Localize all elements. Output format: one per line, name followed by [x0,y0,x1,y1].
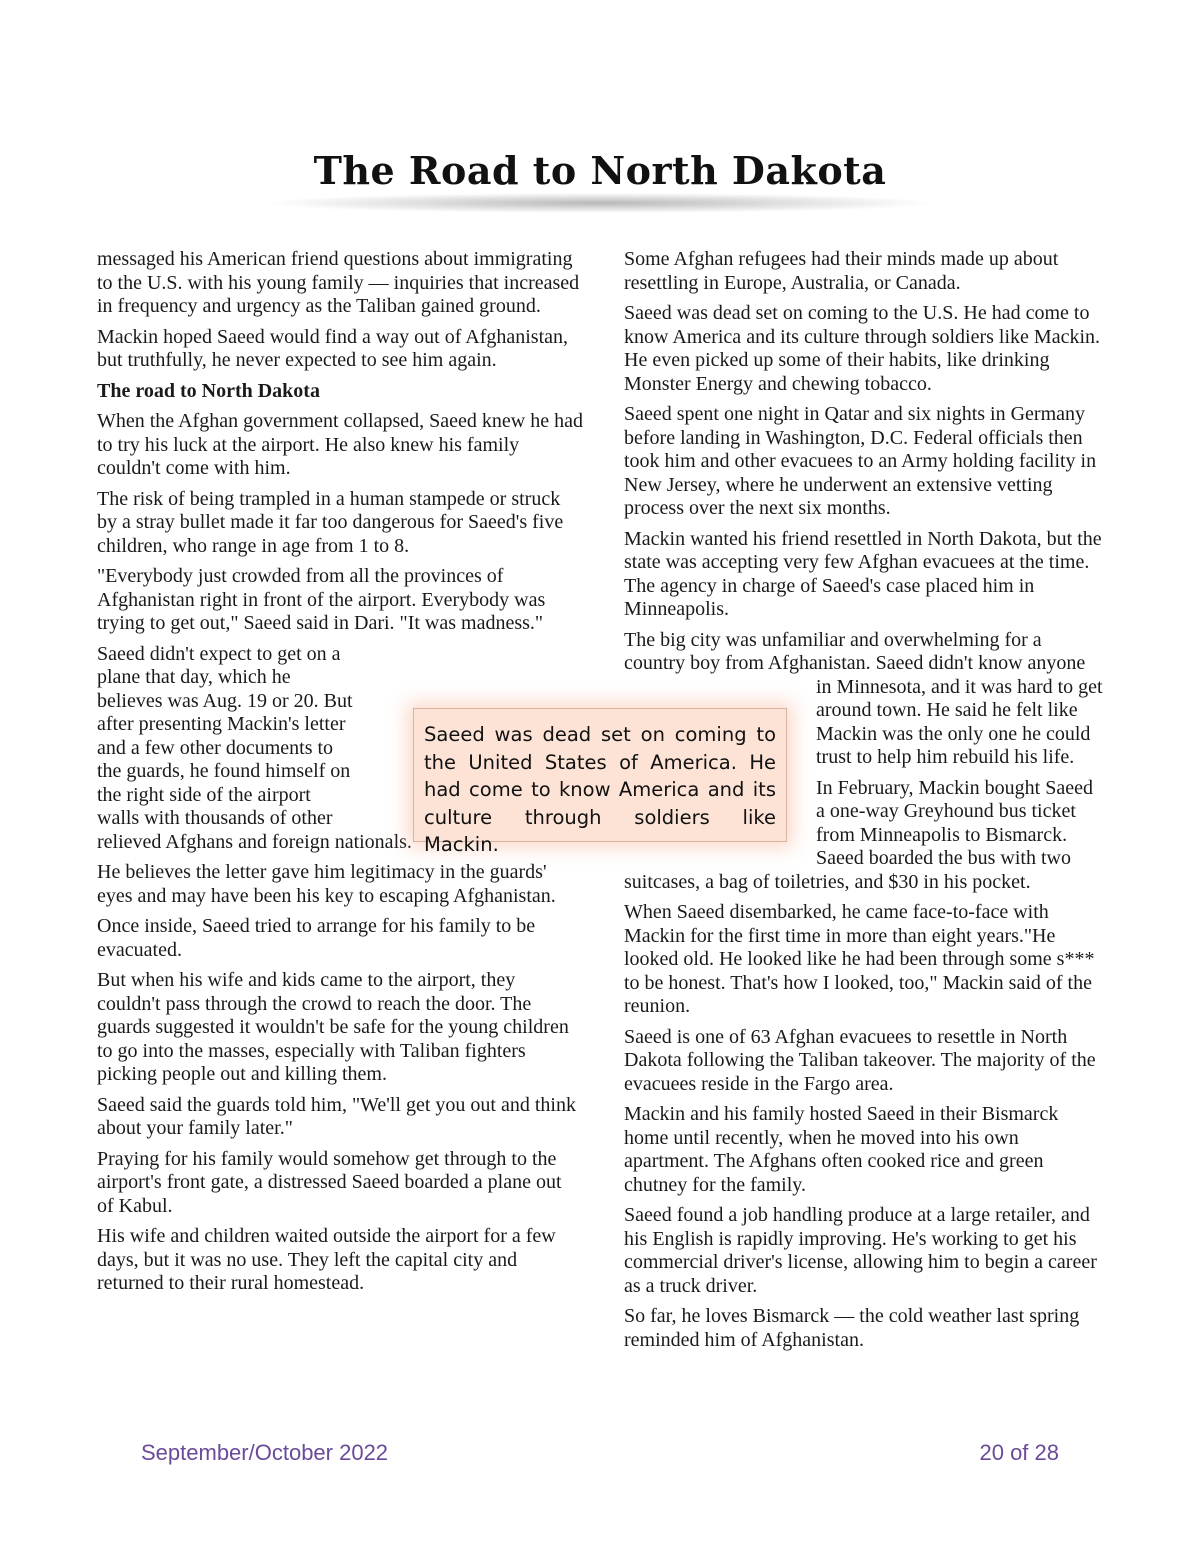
paragraph-text: The big city was unfamiliar and overwhelming for a country boy from Afghanistan. Saeed didn't know anyone in Minnesota, and it was hard to get around town. He said he felt like Mackin was the only one he could trust to help him rebuild his life. [624,628,1103,768]
paragraph: Saeed said the guards told him, "We'll get you out and think about your family later." [97,1093,576,1139]
paragraph: Saeed spent one night in Qatar and six nights in Germany before landing in Washington, D.C. Federal officials then took him and other evacuees to an Army holding facility in New Jersey, where he underwent an extensive vetting process over the next six months. [624,403,1097,519]
paragraph: When Saeed disembarked, he came face-to-face with Mackin for the first time in more than eight years."He looked old. He looked like he had been through some s*** to be honest. That's how I looked, too," Mackin said of the reunion. [624,901,1095,1017]
paragraph: In February, Mackin bought Saeed a one-way Greyhound bus ticket from Minneapolis to Bismarck. Saeed boarded the bus with two suitcases, a bag of toiletries, and $30 in his pocket. [624,776,1093,893]
paragraph: Saeed found a job handling produce at a large retailer, and his English is rapidly improving. He's working to get his commercial driver's license, allowing him to begin a career as a truck driver. [624,1204,1097,1297]
paragraph: Some Afghan refugees had their minds made up about resettling in Europe, Australia, or Canada. [624,248,1059,294]
paragraph: He believes the letter gave him legitimacy in the guards' eyes and may have been his key to escaping Afghanistan. [97,861,556,907]
paragraph: Once inside, Saeed tried to arrange for his family to be evacuated. [97,915,536,961]
paragraph: "Everybody just crowded from all the provinces of Afghanistan right in front of the airport. Everybody was trying to get out," Saeed said in Dari. "It was madness." [97,565,546,634]
paragraph: Praying for his family would somehow get through to the airport's front gate, a distressed Saeed boarded a plane out of Kabul. [97,1147,562,1217]
footer-page-number: 20 of 28 [979,1440,1059,1465]
paragraph: His wife and children waited outside the airport for a few days, but it was no use. They left the capital city and returned to their rural homestead. [97,1225,556,1294]
pull-quote: Saeed was dead set on coming to the United States of America. He had come to know America and its culture through soldiers like Mackin. [413,708,787,842]
paragraph: But when his wife and kids came to the airport, they couldn't pass through the crowd to reach the door. The guards suggested it wouldn't be safe for the young children to go into the masses, especially with Taliban fighters picking people out and killing them. [97,969,569,1085]
paragraph: Mackin hoped Saeed would find a way out of Afghanistan, but truthfully, he never expected to see him again. [97,325,569,371]
paragraph: Saeed is one of 63 Afghan evacuees to resettle in North Dakota following the Taliban takeover. The majority of the evacuees reside in the Fargo area. [624,1025,1096,1095]
paragraph: The risk of being trampled in a human stampede or struck by a stray bullet made it far too dangerous for Saeed's five children, who range in age from 1 to 8. [97,487,564,557]
footer-issue-date: September/October 2022 [141,1440,389,1465]
paragraph: So far, he loves Bismarck — the cold weather last spring reminded him of Afghanistan. [624,1305,1080,1351]
page-title: The Road to North Dakota [313,148,887,193]
paragraph: Mackin and his family hosted Saeed in their Bismarck home until recently, when he moved into his own apartment. The Afghans often cooked rice and green chutney for the family. [624,1103,1059,1196]
paragraph: Saeed didn't expect to get on a plane that day, which he believes was Aug. 19 or 20. But after presenting Mackin's letter and a few other documents to the guards, he found himself on the right side of the airport walls with thousands of other relieved Afghans and foreign nationals. [97,642,412,853]
section-subheading: The road to North Dakota [97,379,320,402]
paragraph: Saeed was dead set on coming to the U.S. He had come to know America and its culture through soldiers like Mackin. He even picked up some of their habits, like drinking Monster Energy and chewing tobacco. [624,302,1101,395]
paragraph: When the Afghan government collapsed, Saeed knew he had to try his luck at the airport. He also knew his family couldn't come with him. [97,410,583,479]
title-shadow-divider [270,193,930,213]
paragraph: messaged his American friend questions about immigrating to the U.S. with his young family — inquiries that increased in frequency and urgency as the Taliban gained ground. [97,248,580,317]
paragraph: Mackin wanted his friend resettled in North Dakota, but the state was accepting very few Afghan evacuees at the time. The agency in charge of Saeed's case placed him in Minneapolis. [624,527,1102,620]
